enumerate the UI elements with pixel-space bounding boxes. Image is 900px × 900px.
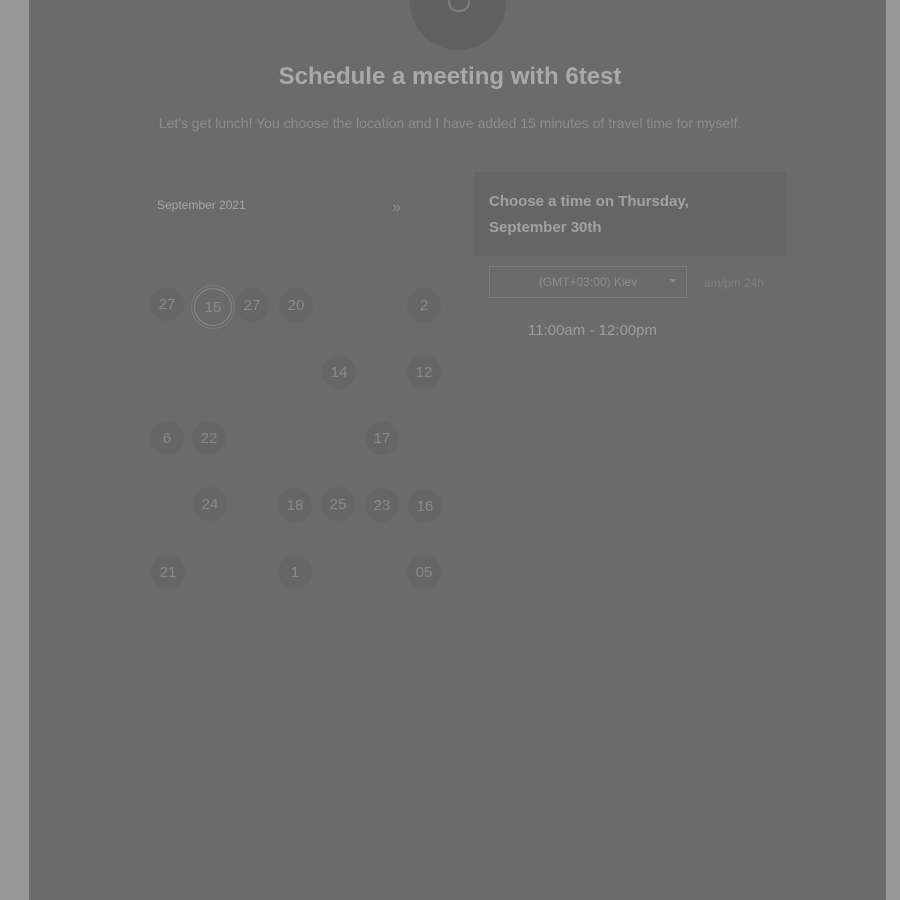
next-month-icon[interactable]: » [392, 199, 395, 216]
timezone-select[interactable] [489, 266, 687, 298]
calendar-day[interactable]: 21 [151, 555, 185, 589]
calendar-day-selected[interactable]: 15 [194, 288, 232, 326]
calendar-day[interactable]: 25 [321, 487, 355, 521]
time-format-toggle[interactable]: am/pm 24h [704, 276, 765, 290]
calendar-day[interactable]: 27 [150, 287, 184, 321]
calendar-day[interactable]: 2 [407, 288, 441, 322]
chevron-down-icon [670, 279, 676, 283]
calendar-day[interactable]: 18 [278, 488, 312, 522]
calendar-day[interactable]: 22 [192, 421, 226, 455]
calendar-day[interactable]: 6 [150, 421, 184, 455]
calendar-day[interactable]: 16 [408, 489, 442, 523]
calendar-day[interactable]: 27 [235, 288, 269, 322]
calendar-day[interactable]: 17 [365, 421, 399, 455]
time-heading: Choose a time on Thursday, September 30th [489, 193, 689, 236]
time-slot[interactable]: 11:00am - 12:00pm [528, 322, 657, 339]
calendar-day[interactable]: 05 [407, 555, 441, 589]
page-title: Schedule a meeting with 6test [278, 63, 622, 90]
calendar-day[interactable]: 23 [365, 488, 399, 522]
calendar-month-label: September 2021 [157, 198, 246, 212]
meeting-description: Let's get lunch! You choose the location and I have added 15 minutes of travel time for myself. [158, 115, 742, 131]
calendar-day[interactable]: 1 [278, 555, 312, 589]
timezone-value: (GMT+03:00) Kiev [538, 275, 638, 289]
calendar-day[interactable]: 20 [279, 288, 313, 322]
calendar-day[interactable]: 24 [193, 487, 227, 521]
calendar-day[interactable]: 14 [322, 355, 356, 389]
calendar-day[interactable]: 12 [407, 355, 441, 389]
